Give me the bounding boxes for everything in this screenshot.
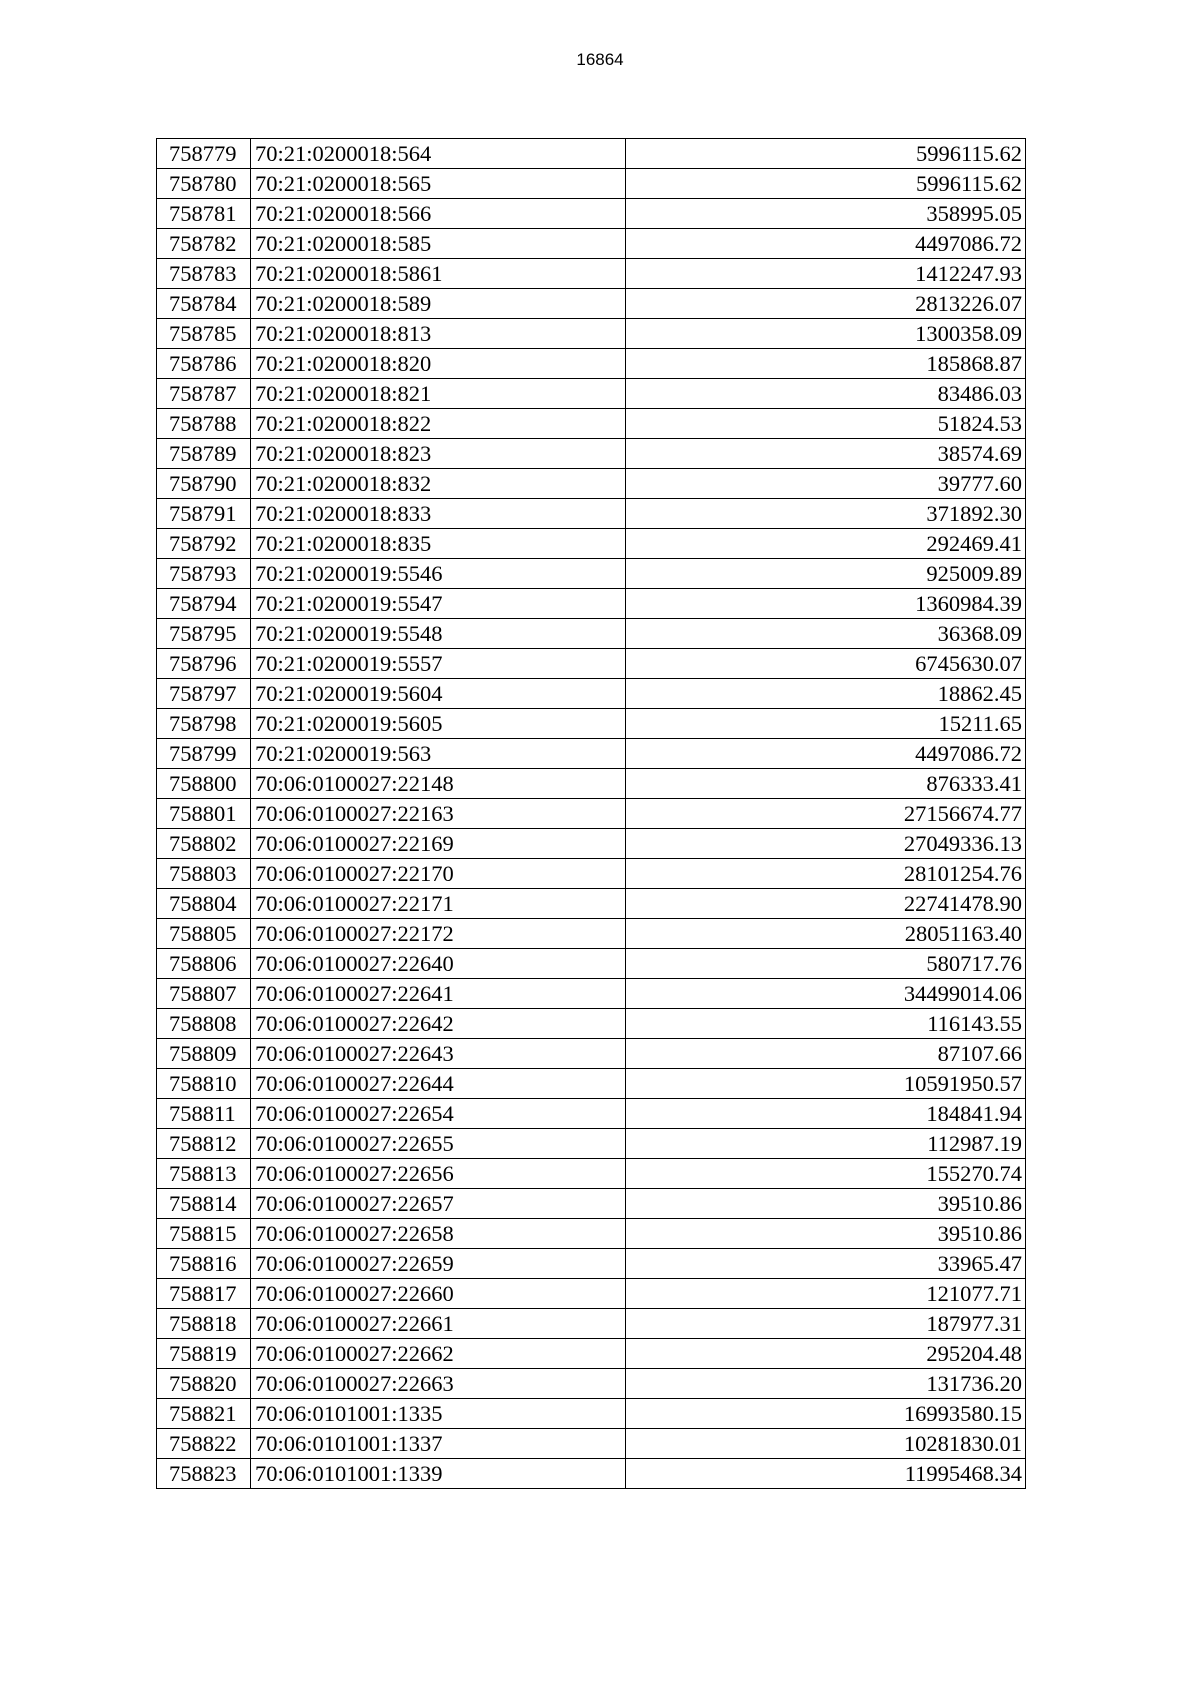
row-id-cell: 758785 [157, 319, 251, 349]
value-cell: 187977.31 [626, 1309, 1026, 1339]
value-cell: 5996115.62 [626, 169, 1026, 199]
cadastral-number-cell: 70:21:0200018:823 [251, 439, 626, 469]
value-cell: 4497086.72 [626, 739, 1026, 769]
table-row [157, 1399, 1026, 1429]
table-row [157, 469, 1026, 499]
row-id-cell: 758819 [157, 1339, 251, 1369]
value-cell: 39510.86 [626, 1219, 1026, 1249]
row-id-cell: 758792 [157, 529, 251, 559]
table-row [157, 1429, 1026, 1459]
cadastral-number-cell: 70:21:0200018:589 [251, 289, 626, 319]
cadastral-number-cell: 70:06:0100027:22656 [251, 1159, 626, 1189]
table-row [157, 529, 1026, 559]
cadastral-number-cell: 70:06:0101001:1335 [251, 1399, 626, 1429]
value-cell: 38574.69 [626, 439, 1026, 469]
table-row [157, 859, 1026, 889]
row-id-cell: 758822 [157, 1429, 251, 1459]
table-body [157, 139, 1026, 1489]
row-id-cell: 758802 [157, 829, 251, 859]
table-row [157, 169, 1026, 199]
value-cell: 18862.45 [626, 679, 1026, 709]
value-cell: 292469.41 [626, 529, 1026, 559]
page-number: 16864 [576, 50, 624, 69]
value-cell: 28051163.40 [626, 919, 1026, 949]
value-cell: 27049336.13 [626, 829, 1026, 859]
cadastral-number-cell: 70:21:0200019:5557 [251, 649, 626, 679]
row-id-cell: 758787 [157, 379, 251, 409]
value-cell: 11995468.34 [626, 1459, 1026, 1489]
value-cell: 358995.05 [626, 199, 1026, 229]
table-row [157, 259, 1026, 289]
value-cell: 39777.60 [626, 469, 1026, 499]
value-cell: 4497086.72 [626, 229, 1026, 259]
cadastral-number-cell: 70:21:0200018:833 [251, 499, 626, 529]
cadastral-number-cell: 70:06:0100027:22658 [251, 1219, 626, 1249]
row-id-cell: 758812 [157, 1129, 251, 1159]
value-cell: 1412247.93 [626, 259, 1026, 289]
table-row [157, 139, 1026, 169]
row-id-cell: 758784 [157, 289, 251, 319]
row-id-cell: 758810 [157, 1069, 251, 1099]
cadastral-number-cell: 70:06:0100027:22163 [251, 799, 626, 829]
table-row [157, 499, 1026, 529]
value-cell: 83486.03 [626, 379, 1026, 409]
table-row [157, 1189, 1026, 1219]
row-id-cell: 758816 [157, 1249, 251, 1279]
row-id-cell: 758779 [157, 139, 251, 169]
value-cell: 2813226.07 [626, 289, 1026, 319]
cadastral-number-cell: 70:21:0200018:822 [251, 409, 626, 439]
row-id-cell: 758797 [157, 679, 251, 709]
row-id-cell: 758789 [157, 439, 251, 469]
cadastral-number-cell: 70:06:0100027:22655 [251, 1129, 626, 1159]
cadastral-number-cell: 70:06:0100027:22171 [251, 889, 626, 919]
row-id-cell: 758808 [157, 1009, 251, 1039]
row-id-cell: 758814 [157, 1189, 251, 1219]
row-id-cell: 758804 [157, 889, 251, 919]
value-cell: 5996115.62 [626, 139, 1026, 169]
row-id-cell: 758806 [157, 949, 251, 979]
value-cell: 121077.71 [626, 1279, 1026, 1309]
row-id-cell: 758821 [157, 1399, 251, 1429]
cadastral-number-cell: 70:21:0200019:5546 [251, 559, 626, 589]
table-row [157, 799, 1026, 829]
cadastral-number-cell: 70:21:0200018:564 [251, 139, 626, 169]
cadastral-number-cell: 70:06:0100027:22663 [251, 1369, 626, 1399]
table-row [157, 199, 1026, 229]
cadastral-number-cell: 70:06:0101001:1339 [251, 1459, 626, 1489]
value-cell: 184841.94 [626, 1099, 1026, 1129]
value-cell: 33965.47 [626, 1249, 1026, 1279]
table-row [157, 949, 1026, 979]
table-row [157, 1039, 1026, 1069]
row-id-cell: 758786 [157, 349, 251, 379]
table-row [157, 679, 1026, 709]
cadastral-number-cell: 70:06:0100027:22170 [251, 859, 626, 889]
cadastral-number-cell: 70:21:0200018:585 [251, 229, 626, 259]
row-id-cell: 758790 [157, 469, 251, 499]
cadastral-number-cell: 70:21:0200018:5861 [251, 259, 626, 289]
row-id-cell: 758794 [157, 589, 251, 619]
value-cell: 185868.87 [626, 349, 1026, 379]
cadastral-number-cell: 70:21:0200019:5548 [251, 619, 626, 649]
table-row [157, 1159, 1026, 1189]
table-row [157, 1129, 1026, 1159]
cadastral-number-cell: 70:06:0100027:22659 [251, 1249, 626, 1279]
table-row [157, 1219, 1026, 1249]
table-row [157, 409, 1026, 439]
row-id-cell: 758801 [157, 799, 251, 829]
row-id-cell: 758798 [157, 709, 251, 739]
row-id-cell: 758782 [157, 229, 251, 259]
value-cell: 371892.30 [626, 499, 1026, 529]
table-row [157, 979, 1026, 1009]
table-row [157, 229, 1026, 259]
row-id-cell: 758823 [157, 1459, 251, 1489]
value-cell: 15211.65 [626, 709, 1026, 739]
table-row [157, 1279, 1026, 1309]
value-cell: 36368.09 [626, 619, 1026, 649]
cadastral-number-cell: 70:06:0101001:1337 [251, 1429, 626, 1459]
table-row [157, 1009, 1026, 1039]
value-cell: 34499014.06 [626, 979, 1026, 1009]
cadastral-number-cell: 70:06:0100027:22640 [251, 949, 626, 979]
row-id-cell: 758815 [157, 1219, 251, 1249]
cadastral-number-cell: 70:06:0100027:22661 [251, 1309, 626, 1339]
table-row [157, 649, 1026, 679]
table-row [157, 439, 1026, 469]
value-cell: 155270.74 [626, 1159, 1026, 1189]
table-row [157, 1369, 1026, 1399]
cadastral-number-cell: 70:21:0200018:821 [251, 379, 626, 409]
table-row [157, 1339, 1026, 1369]
row-id-cell: 758795 [157, 619, 251, 649]
cadastral-number-cell: 70:21:0200018:820 [251, 349, 626, 379]
table-row [157, 559, 1026, 589]
cadastral-number-cell: 70:21:0200019:5547 [251, 589, 626, 619]
data-table [156, 138, 1026, 1489]
row-id-cell: 758796 [157, 649, 251, 679]
cadastral-number-cell: 70:21:0200018:566 [251, 199, 626, 229]
table-row [157, 1459, 1026, 1489]
cadastral-number-cell: 70:21:0200019:563 [251, 739, 626, 769]
table-row [157, 739, 1026, 769]
table-row [157, 1309, 1026, 1339]
value-cell: 51824.53 [626, 409, 1026, 439]
row-id-cell: 758817 [157, 1279, 251, 1309]
table-row [157, 829, 1026, 859]
value-cell: 27156674.77 [626, 799, 1026, 829]
row-id-cell: 758807 [157, 979, 251, 1009]
cadastral-number-cell: 70:21:0200019:5605 [251, 709, 626, 739]
value-cell: 580717.76 [626, 949, 1026, 979]
value-cell: 112987.19 [626, 1129, 1026, 1159]
row-id-cell: 758813 [157, 1159, 251, 1189]
row-id-cell: 758793 [157, 559, 251, 589]
cadastral-number-cell: 70:06:0100027:22643 [251, 1039, 626, 1069]
table-row [157, 769, 1026, 799]
table-row [157, 379, 1026, 409]
value-cell: 39510.86 [626, 1189, 1026, 1219]
row-id-cell: 758805 [157, 919, 251, 949]
cadastral-number-cell: 70:06:0100027:22654 [251, 1099, 626, 1129]
cadastral-number-cell: 70:06:0100027:22657 [251, 1189, 626, 1219]
cadastral-number-cell: 70:06:0100027:22644 [251, 1069, 626, 1099]
value-cell: 28101254.76 [626, 859, 1026, 889]
value-cell: 1360984.39 [626, 589, 1026, 619]
table-row [157, 889, 1026, 919]
row-id-cell: 758811 [157, 1099, 251, 1129]
value-cell: 116143.55 [626, 1009, 1026, 1039]
row-id-cell: 758818 [157, 1309, 251, 1339]
value-cell: 131736.20 [626, 1369, 1026, 1399]
cadastral-number-cell: 70:21:0200018:832 [251, 469, 626, 499]
table-row [157, 589, 1026, 619]
table-row [157, 1069, 1026, 1099]
row-id-cell: 758800 [157, 769, 251, 799]
row-id-cell: 758783 [157, 259, 251, 289]
cadastral-number-cell: 70:21:0200018:835 [251, 529, 626, 559]
cadastral-number-cell: 70:06:0100027:22642 [251, 1009, 626, 1039]
cadastral-number-cell: 70:06:0100027:22172 [251, 919, 626, 949]
cadastral-number-cell: 70:06:0100027:22662 [251, 1339, 626, 1369]
row-id-cell: 758799 [157, 739, 251, 769]
table-row [157, 1249, 1026, 1279]
value-cell: 925009.89 [626, 559, 1026, 589]
table-row [157, 319, 1026, 349]
value-cell: 87107.66 [626, 1039, 1026, 1069]
value-cell: 10591950.57 [626, 1069, 1026, 1099]
value-cell: 1300358.09 [626, 319, 1026, 349]
cadastral-number-cell: 70:21:0200019:5604 [251, 679, 626, 709]
cadastral-number-cell: 70:21:0200018:813 [251, 319, 626, 349]
value-cell: 295204.48 [626, 1339, 1026, 1369]
value-cell: 876333.41 [626, 769, 1026, 799]
cadastral-number-cell: 70:06:0100027:22641 [251, 979, 626, 1009]
row-id-cell: 758803 [157, 859, 251, 889]
cadastral-number-cell: 70:06:0100027:22169 [251, 829, 626, 859]
table-row [157, 709, 1026, 739]
row-id-cell: 758820 [157, 1369, 251, 1399]
row-id-cell: 758780 [157, 169, 251, 199]
cadastral-number-cell: 70:06:0100027:22660 [251, 1279, 626, 1309]
table-row [157, 289, 1026, 319]
row-id-cell: 758809 [157, 1039, 251, 1069]
row-id-cell: 758781 [157, 199, 251, 229]
row-id-cell: 758791 [157, 499, 251, 529]
table-row [157, 349, 1026, 379]
value-cell: 22741478.90 [626, 889, 1026, 919]
table-row [157, 1099, 1026, 1129]
cadastral-number-cell: 70:06:0100027:22148 [251, 769, 626, 799]
value-cell: 6745630.07 [626, 649, 1026, 679]
cadastral-number-cell: 70:21:0200018:565 [251, 169, 626, 199]
row-id-cell: 758788 [157, 409, 251, 439]
table-row [157, 919, 1026, 949]
table-row [157, 619, 1026, 649]
value-cell: 10281830.01 [626, 1429, 1026, 1459]
value-cell: 16993580.15 [626, 1399, 1026, 1429]
